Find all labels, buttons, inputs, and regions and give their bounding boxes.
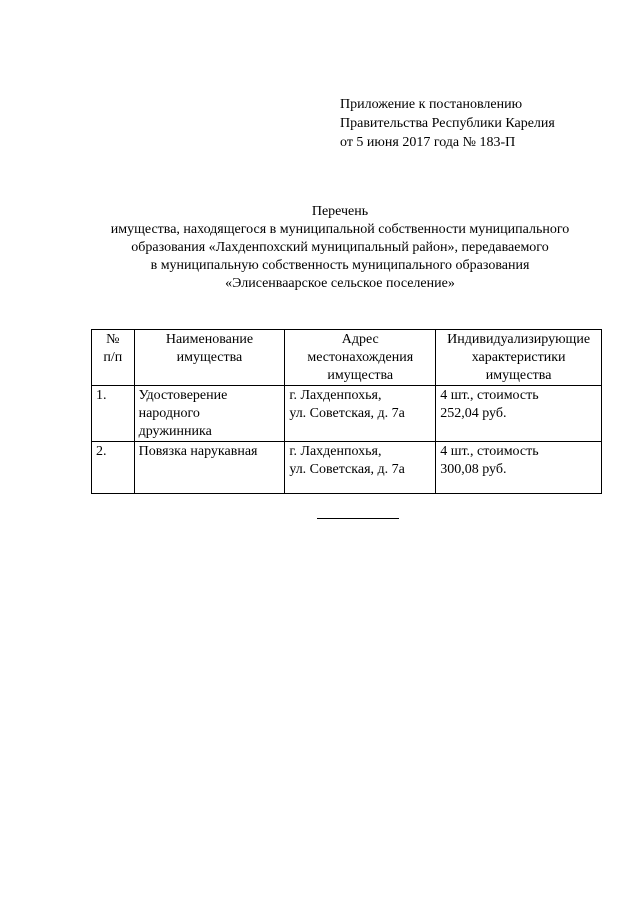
row-address-line: г. Лахденпохья, bbox=[289, 444, 382, 459]
table-header-row bbox=[92, 330, 602, 386]
header-name-line: имущества bbox=[176, 350, 243, 365]
row-number-text: 2. bbox=[96, 444, 107, 459]
row-characteristics-line: 4 шт., стоимость bbox=[440, 388, 539, 403]
document-heading bbox=[60, 203, 620, 293]
heading-line-2: имущества, находящегося в муниципальной собственности муниципального bbox=[110, 222, 570, 237]
heading-line-4: в муниципальную собственность муниципального образования bbox=[150, 258, 530, 273]
annex-line-3: от 5 июня 2017 года № 183-П bbox=[340, 135, 516, 150]
row-name bbox=[134, 386, 285, 442]
closing-divider bbox=[317, 518, 399, 519]
row-name-line: народного bbox=[138, 406, 200, 421]
row-name-line: Удостоверение bbox=[138, 388, 228, 403]
header-number-line: № bbox=[106, 332, 120, 347]
row-characteristics-line: 252,04 руб. bbox=[440, 406, 507, 421]
row-number bbox=[92, 386, 135, 442]
header-characteristics-line: имущества bbox=[485, 368, 552, 383]
row-address-line: г. Лахденпохья, bbox=[289, 388, 382, 403]
row-number bbox=[92, 442, 135, 494]
table-row bbox=[92, 442, 602, 494]
annex-line-2: Правительства Республики Карелия bbox=[340, 116, 555, 131]
row-characteristics bbox=[436, 386, 602, 442]
header-name-line: Наименование bbox=[165, 332, 254, 347]
row-name-line: Повязка нарукавная bbox=[138, 444, 258, 459]
header-name bbox=[134, 330, 285, 386]
heading-title: Перечень bbox=[311, 204, 369, 219]
row-address bbox=[285, 442, 436, 494]
header-characteristics-line: характеристики bbox=[471, 350, 566, 365]
table-row bbox=[92, 386, 602, 442]
heading-line-5: «Элисенваарское сельское поселение» bbox=[225, 276, 455, 291]
row-name-line: дружинника bbox=[138, 424, 212, 439]
header-address-line: Адрес bbox=[341, 332, 379, 347]
row-characteristics-line: 300,08 руб. bbox=[440, 462, 507, 477]
header-number bbox=[92, 330, 135, 386]
row-characteristics-line: 4 шт., стоимость bbox=[440, 444, 539, 459]
header-address-line: местонахождения bbox=[307, 350, 414, 365]
row-address-line: ул. Советская, д. 7а bbox=[289, 462, 405, 477]
row-number-text: 1. bbox=[96, 388, 107, 403]
row-characteristics bbox=[436, 442, 602, 494]
row-name bbox=[134, 442, 285, 494]
header-characteristics-line: Индивидуализирующие bbox=[447, 332, 591, 347]
heading-line-3: образования «Лахденпохский муниципальный район», передаваемого bbox=[131, 240, 549, 255]
header-address bbox=[285, 330, 436, 386]
header-number-line: п/п bbox=[103, 350, 123, 365]
header-address-line: имущества bbox=[327, 368, 394, 383]
property-table bbox=[91, 329, 602, 494]
row-address bbox=[285, 386, 436, 442]
row-address-line: ул. Советская, д. 7а bbox=[289, 406, 405, 421]
annex-reference bbox=[340, 95, 555, 152]
annex-line-1: Приложение к постановлению bbox=[340, 97, 523, 112]
header-characteristics bbox=[436, 330, 602, 386]
